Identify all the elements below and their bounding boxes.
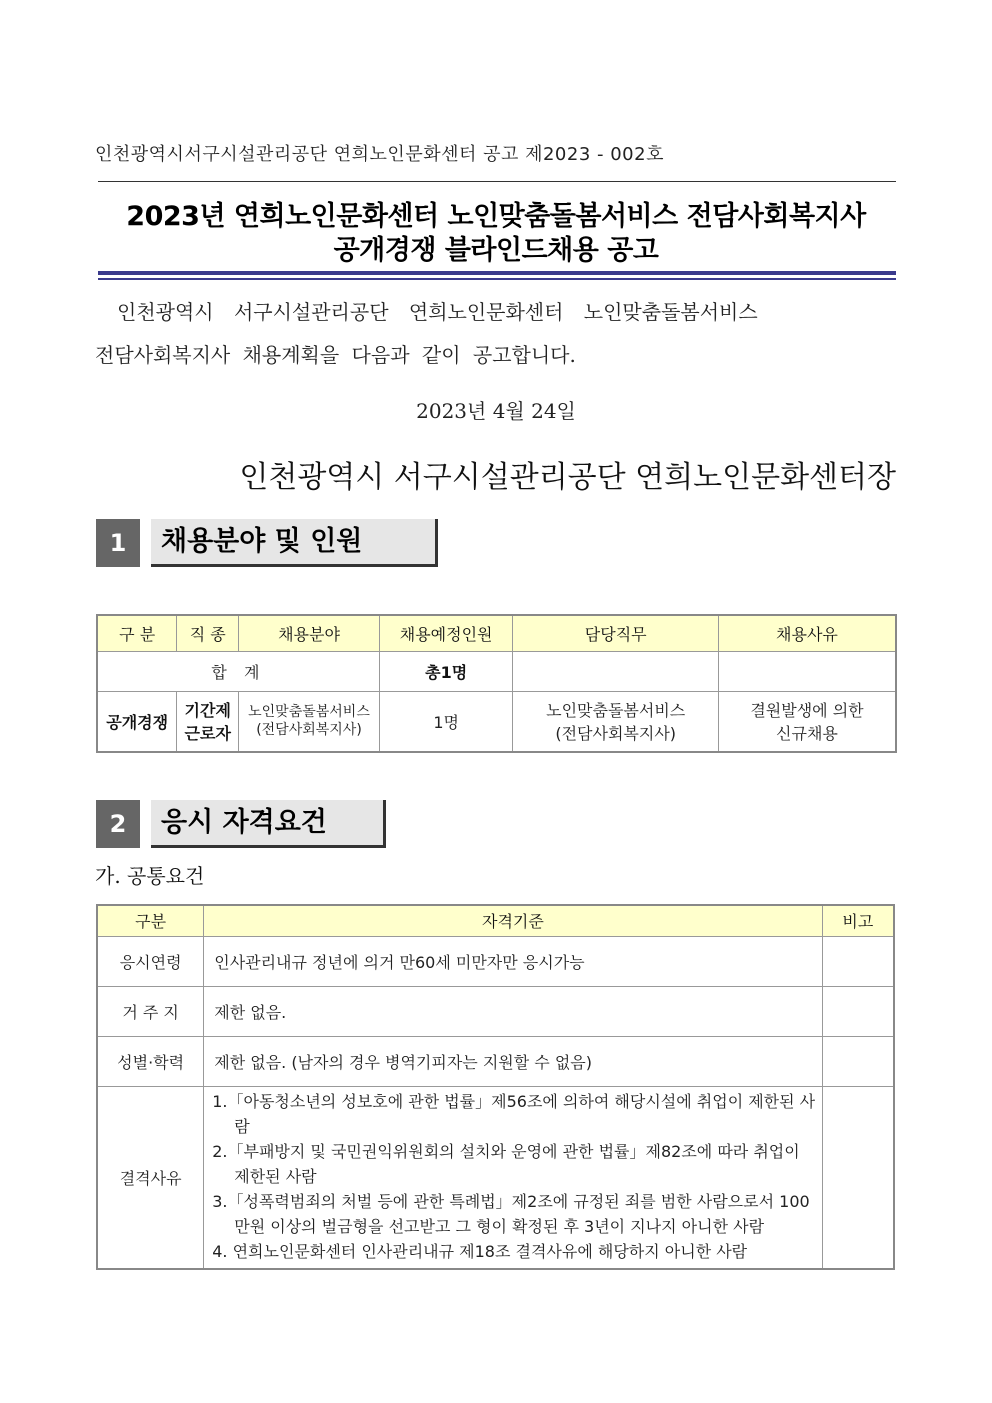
row-field bbox=[239, 691, 380, 752]
row-label: 응시연령 bbox=[97, 936, 204, 986]
qualification-table bbox=[96, 904, 895, 1270]
organization-signature: 인천광역시 서구시설관리공단 연희노인문화센터장 bbox=[239, 460, 896, 495]
disqualification-list bbox=[204, 1086, 822, 1269]
total-row bbox=[97, 651, 896, 691]
header-field: 채용분야 bbox=[239, 615, 380, 651]
total-label: 합 계 bbox=[97, 651, 379, 691]
duty-line2: (전담사회복지사) bbox=[555, 724, 677, 744]
header-duty: 담당직무 bbox=[513, 615, 718, 651]
announcement-date: 2023년 4월 24일 bbox=[416, 399, 576, 423]
job-type-line2: 근로자 bbox=[184, 724, 231, 744]
field-line1: 노인맞춤돌봄서비스 bbox=[248, 704, 370, 721]
common-requirements-heading: 가. 공통요건 bbox=[95, 864, 205, 888]
row-note bbox=[822, 1036, 894, 1086]
intro-line2: 전담사회복지사 채용계획을 다음과 같이 공고합니다. bbox=[95, 343, 576, 367]
list-item: 4. 연희노인문화센터 인사관리내규 제18조 결격사유에 해당하지 아니한 사람 bbox=[212, 1241, 748, 1261]
list-item: 3.「성폭력범죄의 처벌 등에 관한 특례법」제2조에 규정된 죄를 범한 사람으로서 100만원 이상의 벌금형을 선고받고 그 형이 확정된 후 3년이 지나지 아니한 사람 bbox=[212, 1191, 810, 1236]
total-value: 총1명 bbox=[379, 651, 513, 691]
section1-title: 채용분야 및 인원 bbox=[151, 519, 438, 567]
title-divider-thick bbox=[98, 271, 896, 275]
row-label: 결격사유 bbox=[97, 1086, 204, 1269]
row-label: 성별·학력 bbox=[97, 1036, 204, 1086]
header-count: 채용예정인원 bbox=[379, 615, 513, 651]
title-divider-thin bbox=[98, 278, 896, 280]
page-title-line1: 2023년 연희노인문화센터 노인맞춤돌봄서비스 전담사회복지사 bbox=[126, 201, 866, 232]
row-criteria: 제한 없음. bbox=[204, 986, 822, 1036]
notice-number: 인천광역시서구시설관리공단 연희노인문화센터 공고 제2023 - 002호 bbox=[95, 144, 664, 165]
field-line2: (전담사회복지사) bbox=[256, 722, 362, 739]
row-criteria: 제한 없음. (남자의 경우 병역기피자는 지원할 수 없음) bbox=[204, 1036, 822, 1086]
row-count: 1명 bbox=[379, 691, 513, 752]
table-row bbox=[97, 986, 894, 1036]
table-row bbox=[97, 936, 894, 986]
row-job-type bbox=[177, 691, 239, 752]
top-divider bbox=[98, 181, 896, 182]
table-header-row bbox=[97, 615, 896, 651]
section1-number: 1 bbox=[96, 519, 140, 567]
header-reason: 채용사유 bbox=[718, 615, 896, 651]
job-type-line1: 기간제 bbox=[184, 701, 231, 721]
row-note bbox=[822, 936, 894, 986]
header-job-type: 직 종 bbox=[177, 615, 239, 651]
reason-line2: 신규채용 bbox=[776, 724, 838, 744]
page-title-line2: 공개경쟁 블라인드채용 공고 bbox=[333, 235, 659, 266]
row-criteria: 인사관리내규 정년에 의거 만60세 미만자만 응시가능 bbox=[204, 936, 822, 986]
header-category: 구 분 bbox=[97, 615, 177, 651]
table-row bbox=[97, 1036, 894, 1086]
row-note bbox=[822, 1086, 894, 1269]
intro-line1: 인천광역시 서구시설관리공단 연희노인문화센터 노인맞춤돌봄서비스 bbox=[117, 300, 758, 324]
list-item: 2.「부패방지 및 국민권익위원회의 설치와 운영에 관한 법률」제82조에 따라 취업이 제한된 사람 bbox=[212, 1141, 800, 1186]
row-note bbox=[822, 986, 894, 1036]
header-category: 구분 bbox=[97, 905, 204, 936]
header-criteria: 자격기준 bbox=[204, 905, 822, 936]
duty-line1: 노인맞춤돌봄서비스 bbox=[546, 701, 686, 721]
table-header-row bbox=[97, 905, 894, 936]
row-category: 공개경쟁 bbox=[97, 691, 177, 752]
row-duty bbox=[513, 691, 718, 752]
total-reason-empty bbox=[718, 651, 896, 691]
reason-line1: 결원발생에 의한 bbox=[750, 701, 864, 721]
recruitment-table bbox=[96, 614, 897, 753]
section2-number: 2 bbox=[96, 800, 140, 848]
table-row bbox=[97, 691, 896, 752]
disqualification-row bbox=[97, 1086, 894, 1269]
header-note: 비고 bbox=[822, 905, 894, 936]
section2-title: 응시 자격요건 bbox=[151, 800, 386, 848]
row-reason bbox=[718, 691, 896, 752]
list-item: 1.「아동청소년의 성보호에 관한 법률」제56조에 의하여 해당시설에 취업이 제한된 사람 bbox=[212, 1091, 816, 1136]
total-duty-empty bbox=[513, 651, 718, 691]
row-label: 거 주 지 bbox=[97, 986, 204, 1036]
